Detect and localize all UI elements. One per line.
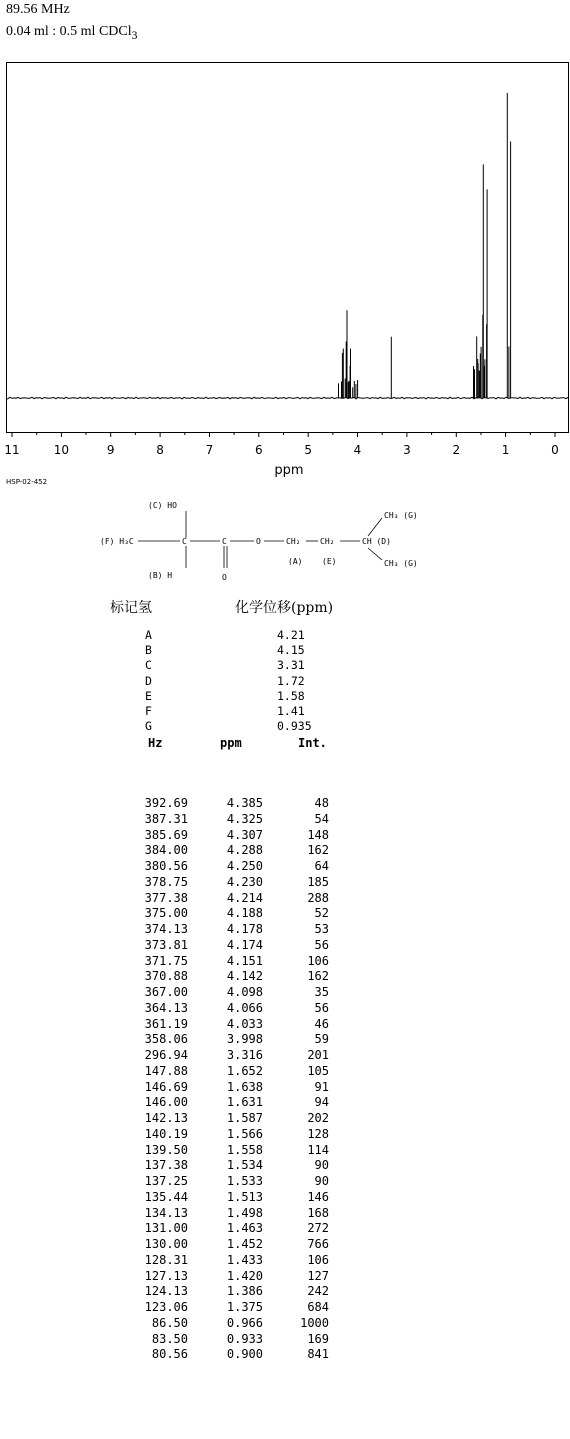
peak-int: 56	[314, 937, 329, 952]
peak-hz: 361.19	[144, 1016, 188, 1031]
peak-row	[0, 1237, 570, 1251]
bond-ch-ch3-top	[368, 518, 382, 536]
peak-int: 114	[307, 1142, 329, 1157]
peak-hz: 86.50	[151, 1315, 188, 1330]
peak-int: 59	[314, 1032, 329, 1047]
assignment-row	[0, 674, 570, 688]
peak-row	[0, 1347, 570, 1361]
peak-ppm: 1.533	[226, 1174, 263, 1188]
spectrometer-frequency: 89.56 MHz	[6, 2, 70, 17]
peak-int: 35	[314, 985, 329, 999]
assignment-row	[0, 628, 570, 642]
peak-int: 90	[314, 1158, 329, 1173]
sample-description	[6, 24, 137, 42]
peak-ppm: 1.386	[226, 1284, 263, 1299]
peak-int: 1000	[300, 1315, 329, 1330]
peak-hz: 123.06	[144, 1300, 188, 1314]
peak-ppm: 4.214	[226, 890, 263, 905]
peak-row	[0, 906, 570, 920]
label-o-ester: O	[256, 537, 261, 546]
x-tick-label: 2	[452, 443, 461, 457]
peak-hz: 135.44	[144, 1189, 188, 1204]
assignment-row	[0, 658, 570, 672]
assignment-header-hydrogen: 标记氢	[110, 600, 152, 616]
peak-int: 127	[307, 1268, 329, 1283]
peak-row	[0, 828, 570, 842]
peak-hz: 137.25	[144, 1174, 188, 1188]
bond-ch-ch3-bottom	[368, 548, 382, 560]
peak-ppm: 1.375	[226, 1300, 263, 1314]
peak-int: 148	[307, 827, 329, 842]
peak-ppm: 1.638	[226, 1079, 263, 1094]
peak-row	[0, 922, 570, 936]
peak-int: 64	[314, 859, 329, 873]
x-tick-label: 8	[156, 443, 164, 457]
assignment-label: A	[145, 628, 152, 642]
peak-ppm: 4.307	[226, 827, 263, 842]
label-a: (A)	[288, 557, 303, 566]
peak-row	[0, 1001, 570, 1015]
peak-int: 162	[307, 969, 329, 984]
assignment-label: D	[145, 673, 152, 688]
peak-row	[0, 1048, 570, 1062]
peak-ppm: 4.385	[226, 796, 263, 810]
peak-int: 766	[307, 1237, 329, 1251]
label-f-left: (F) H₃C	[100, 537, 134, 546]
peak-ppm: 1.463	[226, 1221, 263, 1236]
peak-row	[0, 1316, 570, 1330]
x-tick-label: 5	[304, 443, 313, 457]
peak-hz: 374.13	[144, 922, 188, 936]
peak-ppm: 4.033	[226, 1016, 263, 1031]
assignment-row	[0, 689, 570, 703]
label-e: (E)	[322, 557, 337, 566]
peak-ppm: 4.174	[226, 937, 263, 952]
assignment-shift: 3.31	[277, 658, 305, 673]
peak-lines	[339, 93, 511, 398]
peak-ppm: 0.933	[226, 1331, 263, 1346]
assignment-row	[0, 643, 570, 657]
x-tick-label: 0	[551, 443, 559, 457]
peak-row	[0, 1095, 570, 1109]
peak-hz: 146.69	[144, 1079, 188, 1094]
peak-hz: 384.00	[144, 843, 188, 858]
peak-int: 91	[314, 1079, 329, 1094]
peak-int: 46	[314, 1016, 329, 1031]
label-ch2-a: CH₂	[286, 537, 301, 546]
peak-ppm: 0.966	[226, 1315, 263, 1330]
peak-int: 168	[307, 1205, 329, 1220]
peak-header-ppm: ppm	[220, 736, 242, 750]
label-ch3-bottom: CH₃ (G)	[384, 559, 418, 568]
peak-int: 146	[307, 1189, 329, 1204]
peak-row	[0, 1080, 570, 1094]
peak-hz: 296.94	[144, 1048, 188, 1062]
peak-row	[0, 796, 570, 810]
spectrum-code: HSP-02-452	[6, 478, 48, 486]
peak-int: 684	[307, 1300, 329, 1314]
peak-hz: 134.13	[144, 1205, 188, 1220]
x-tick-label: 6	[254, 443, 263, 457]
assignment-label: E	[145, 688, 152, 703]
peak-hz: 385.69	[144, 827, 188, 842]
x-tick-label: 4	[353, 443, 362, 457]
peak-hz: 80.56	[151, 1347, 188, 1362]
peak-row	[0, 1269, 570, 1283]
label-o-carbonyl: O	[222, 573, 227, 582]
peak-int: 202	[307, 1111, 329, 1125]
peak-hz: 130.00	[144, 1237, 188, 1251]
peak-ppm: 1.452	[226, 1237, 263, 1251]
peak-int: 53	[314, 922, 329, 936]
assignment-label: F	[145, 704, 152, 718]
peak-int: 105	[307, 1063, 329, 1078]
peak-hz: 392.69	[144, 796, 188, 810]
peak-hz: 387.31	[144, 811, 188, 826]
nmr-spectrum-chart	[0, 60, 570, 480]
peak-ppm: 4.151	[226, 953, 263, 968]
peak-hz: 364.13	[144, 1000, 188, 1015]
assignment-shift: 1.72	[277, 673, 305, 688]
peak-row	[0, 1111, 570, 1125]
assignment-label: C	[145, 658, 152, 673]
peak-header-hz: Hz	[148, 736, 163, 750]
assignment-shift: 0.935	[277, 719, 312, 734]
peak-int: 272	[307, 1221, 329, 1236]
peak-ppm: 4.098	[226, 985, 263, 999]
peak-ppm: 1.420	[226, 1268, 263, 1283]
label-c-top: (C) HO	[148, 501, 177, 510]
label-ch2-e: CH₂	[320, 537, 335, 546]
peak-ppm: 0.900	[226, 1347, 263, 1362]
peak-int: 90	[314, 1174, 329, 1188]
peak-ppm: 1.566	[226, 1126, 263, 1141]
label-b-bottom: (B) H	[148, 571, 173, 580]
peak-hz: 370.88	[144, 969, 188, 984]
assignment-shift: 1.41	[277, 704, 305, 718]
peak-ppm: 1.498	[226, 1205, 263, 1220]
assignment-label: B	[145, 643, 152, 658]
peak-int: 56	[314, 1000, 329, 1015]
peak-row	[0, 938, 570, 952]
peak-row	[0, 812, 570, 826]
peak-ppm: 4.325	[226, 811, 263, 826]
peak-int: 841	[307, 1347, 329, 1362]
peak-hz: 367.00	[144, 985, 188, 999]
peak-hz: 358.06	[144, 1032, 188, 1047]
x-tick-label: 11	[4, 443, 20, 457]
peak-row	[0, 1032, 570, 1046]
peak-int: 242	[307, 1284, 329, 1299]
label-c2: C	[222, 537, 227, 546]
label-ch3-top: CH₃ (G)	[384, 511, 418, 520]
assignment-shift: 4.15	[277, 643, 305, 658]
assignment-label: G	[145, 719, 152, 734]
peak-row	[0, 1253, 570, 1267]
peak-hz: 375.00	[144, 906, 188, 921]
peak-row	[0, 1206, 570, 1220]
peak-int: 94	[314, 1095, 329, 1110]
peak-int: 162	[307, 843, 329, 858]
peak-int: 185	[307, 874, 329, 889]
x-tick-label: 7	[205, 443, 214, 457]
peak-hz: 128.31	[144, 1252, 188, 1267]
peak-int: 106	[307, 1252, 329, 1267]
sample-main-text: 0.04 ml : 0.5 ml CDCl	[6, 24, 132, 39]
assignment-row	[0, 719, 570, 733]
peak-int: 201	[307, 1048, 329, 1062]
peak-hz: 124.13	[144, 1284, 188, 1299]
peak-hz: 146.00	[144, 1095, 188, 1110]
peak-ppm: 1.631	[226, 1095, 263, 1110]
peak-row	[0, 954, 570, 968]
molecular-structure	[100, 496, 480, 586]
peak-hz: 377.38	[144, 890, 188, 905]
peak-row	[0, 891, 570, 905]
assignment-shift: 4.21	[277, 628, 305, 642]
peak-row	[0, 1143, 570, 1157]
peak-hz: 139.50	[144, 1142, 188, 1157]
assignment-shift: 1.58	[277, 688, 305, 703]
peak-row	[0, 1017, 570, 1031]
peak-hz: 142.13	[144, 1111, 188, 1125]
x-tick-label: 3	[403, 443, 411, 457]
peak-int: 128	[307, 1126, 329, 1141]
assignment-row	[0, 704, 570, 718]
peak-int: 48	[314, 796, 329, 810]
peak-hz: 373.81	[144, 937, 188, 952]
peak-hz: 83.50	[151, 1331, 188, 1346]
peak-ppm: 4.178	[226, 922, 263, 936]
peak-hz: 131.00	[144, 1221, 188, 1236]
peak-int: 288	[307, 890, 329, 905]
peak-ppm: 3.998	[226, 1032, 263, 1047]
peak-ppm: 1.534	[226, 1158, 263, 1173]
peak-row	[0, 1174, 570, 1188]
peak-hz: 137.38	[144, 1158, 188, 1173]
peak-row	[0, 1284, 570, 1298]
peak-hz: 378.75	[144, 874, 188, 889]
peak-row	[0, 1127, 570, 1141]
peak-ppm: 1.587	[226, 1111, 263, 1125]
peak-ppm: 4.288	[226, 843, 263, 858]
peak-row	[0, 1190, 570, 1204]
label-ch-d: CH (D)	[362, 537, 391, 546]
peak-header-int: Int.	[298, 736, 327, 750]
peak-row	[0, 1332, 570, 1346]
x-tick-label: 10	[53, 443, 70, 457]
x-tick-label: 1	[501, 443, 510, 457]
peak-row	[0, 875, 570, 889]
peak-row	[0, 1158, 570, 1172]
peak-ppm: 1.652	[226, 1063, 263, 1078]
sample-subscript: 3	[131, 28, 138, 42]
peak-ppm: 4.188	[226, 906, 263, 921]
assignment-header-shift: 化学位移(ppm)	[235, 600, 334, 616]
peak-ppm: 1.433	[226, 1252, 263, 1267]
peak-int: 52	[314, 906, 329, 921]
peak-ppm: 1.558	[226, 1142, 263, 1157]
label-c1: C	[182, 537, 187, 546]
peak-row	[0, 843, 570, 857]
peak-row	[0, 969, 570, 983]
peak-row	[0, 859, 570, 873]
peak-row	[0, 1064, 570, 1078]
peak-int: 106	[307, 953, 329, 968]
peak-hz: 380.56	[144, 859, 188, 873]
peak-int: 54	[314, 811, 329, 826]
peak-hz: 147.88	[144, 1063, 188, 1078]
peak-ppm: 3.316	[226, 1048, 263, 1062]
x-axis-ticks	[4, 432, 558, 457]
peak-hz: 371.75	[144, 953, 188, 968]
peak-ppm: 1.513	[226, 1189, 263, 1204]
peak-ppm: 4.250	[226, 859, 263, 873]
peak-ppm: 4.230	[226, 874, 263, 889]
peak-hz: 127.13	[144, 1268, 188, 1283]
peak-ppm: 4.142	[226, 969, 263, 984]
peak-row	[0, 1221, 570, 1235]
x-tick-label: 9	[106, 443, 115, 457]
peak-int: 169	[307, 1331, 329, 1346]
peak-row	[0, 1300, 570, 1314]
peak-row	[0, 985, 570, 999]
peak-hz: 140.19	[144, 1126, 188, 1141]
x-axis-label: ppm	[274, 463, 304, 478]
peak-ppm: 4.066	[226, 1000, 263, 1015]
